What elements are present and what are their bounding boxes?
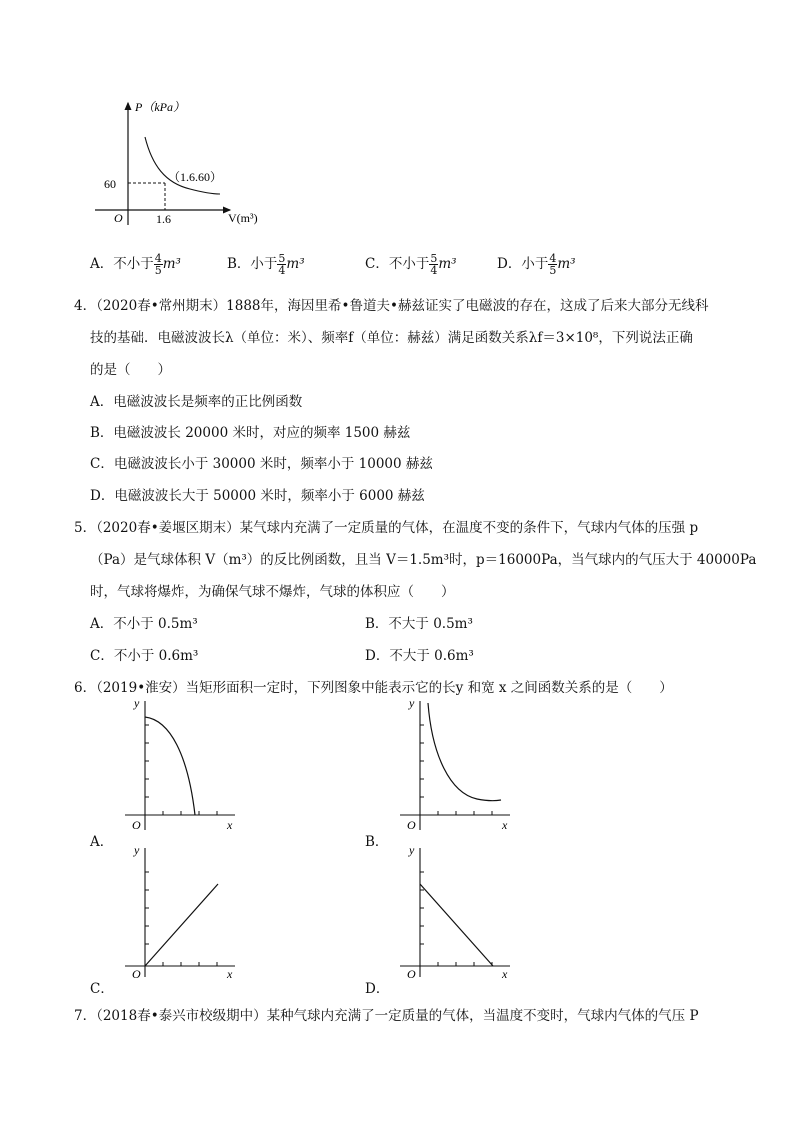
hyperbola-curve: [145, 137, 223, 194]
x-label: x: [227, 818, 233, 832]
y-label: y: [409, 696, 415, 710]
origin-label: O: [132, 818, 141, 832]
fraction: [154, 253, 163, 276]
q6-option-c[interactable]: [90, 842, 250, 997]
option-letter: B．: [227, 256, 251, 272]
graph-c: [120, 842, 280, 982]
q3-option-a[interactable]: [90, 252, 181, 276]
q4-line-3: 的是（ ）: [90, 362, 171, 378]
y-axis-label: P（kPa）: [135, 100, 185, 114]
q3-option-d[interactable]: [497, 252, 576, 276]
graph-d: [395, 842, 555, 982]
option-letter: D．: [497, 256, 522, 272]
x-tick-label: 1.6: [156, 212, 171, 226]
numerator: 4: [154, 252, 162, 265]
graph-letter: C．: [90, 981, 114, 997]
q3-option-c[interactable]: [365, 252, 457, 276]
q5-option-d[interactable]: D．不大于 0.6m³: [365, 648, 474, 664]
q3-option-b[interactable]: [227, 252, 305, 276]
q5-option-c[interactable]: C．不小于 0.6m³: [90, 648, 199, 664]
q4-line-1: 4．（2020春•常州期末）1888年，海因里希•鲁道夫•赫兹证实了电磁波的存在，这成了后来大部分无线科: [74, 298, 709, 314]
q4-option-c[interactable]: C．电磁波波长小于 30000 米时，频率小于 10000 赫兹: [90, 456, 433, 472]
origin-label: O: [114, 211, 123, 225]
denominator: 5: [154, 264, 162, 277]
denominator: 5: [549, 264, 557, 277]
q5-line-1: 5．（2020春•姜堰区期末）某气球内充满了一定质量的气体，在温度不变的条件下，气球内气体的压强 p: [74, 520, 699, 536]
q4-option-a[interactable]: A．电磁波波长是频率的正比例函数: [90, 394, 303, 410]
option-letter: C．: [365, 256, 389, 272]
option-text: 不小于: [388, 256, 430, 272]
q6-option-d[interactable]: [365, 842, 525, 997]
unit: m³: [557, 256, 576, 272]
q5-option-b[interactable]: B．不大于 0.5m³: [365, 616, 473, 632]
x-label: x: [502, 967, 508, 981]
q6-line: 6．（2019•淮安）当矩形面积一定时，下列图象中能表示它的长y 和宽 x 之间函数关系的是（ ）: [74, 680, 673, 696]
graph-b: [395, 695, 555, 835]
y-tick-label: 60: [104, 177, 116, 191]
x-label: x: [502, 818, 508, 832]
denominator: 4: [430, 264, 438, 277]
graph-letter: D．: [365, 981, 390, 997]
q4-line-2: 技的基础．电磁波波长λ（单位：米）、频率f（单位：赫兹）满足函数关系λf＝3×10⁸，下列说法正确: [90, 330, 693, 346]
q4-option-d[interactable]: D．电磁波波长大于 50000 米时，频率小于 6000 赫兹: [90, 488, 425, 504]
unit: m³: [286, 256, 305, 272]
origin-label: O: [407, 967, 416, 981]
hyperbola-curve: [428, 703, 501, 801]
q6-option-b[interactable]: [365, 695, 525, 850]
decreasing-line: [420, 884, 493, 966]
numerator: 4: [549, 252, 557, 265]
y-label: y: [409, 843, 415, 857]
option-text: 不小于: [113, 256, 154, 272]
x-axis-label: V(m³): [228, 211, 258, 225]
unit: m³: [438, 256, 457, 272]
unit: m³: [162, 256, 181, 272]
y-label: y: [134, 696, 140, 710]
option-text: 小于: [250, 256, 278, 272]
numerator: 5: [430, 252, 438, 265]
fraction: [429, 253, 438, 276]
q5-option-a[interactable]: A．不小于 0.5m³: [90, 616, 198, 632]
y-label: y: [134, 843, 140, 857]
q5-line-3: 时，气球将爆炸，为确保气球不爆炸，气球的体积应（ ）: [90, 584, 455, 600]
option-text: 小于: [521, 256, 549, 272]
fraction: [548, 253, 557, 276]
q6-option-a[interactable]: [90, 695, 250, 850]
point-label: （1.6.60）: [168, 170, 223, 184]
proportional-line: [145, 884, 218, 966]
q5-line-2: （Pa）是气球体积 V（m³）的反比例函数，且当 V＝1.5m³时，p＝16000Pa，当气球内的气压大于 40000Pa: [90, 552, 757, 568]
q4-option-b[interactable]: B．电磁波波长 20000 米时，对应的频率 1500 赫兹: [90, 425, 411, 441]
numerator: 5: [278, 252, 286, 265]
q7-line: 7．（2018春•泰兴市校级期中）某种气球内充满了一定质量的气体，当温度不变时，气球内气体的气压 P: [74, 1008, 699, 1024]
parabola-curve: [145, 717, 195, 815]
origin-label: O: [132, 967, 141, 981]
origin-label: O: [407, 818, 416, 832]
option-letter: A．: [90, 256, 114, 272]
graph-letter: B．: [365, 834, 389, 850]
graph-letter: A．: [90, 834, 114, 850]
denominator: 4: [278, 264, 286, 277]
q3-graph: [90, 95, 280, 230]
x-label: x: [227, 967, 233, 981]
graph-a: [120, 695, 280, 835]
